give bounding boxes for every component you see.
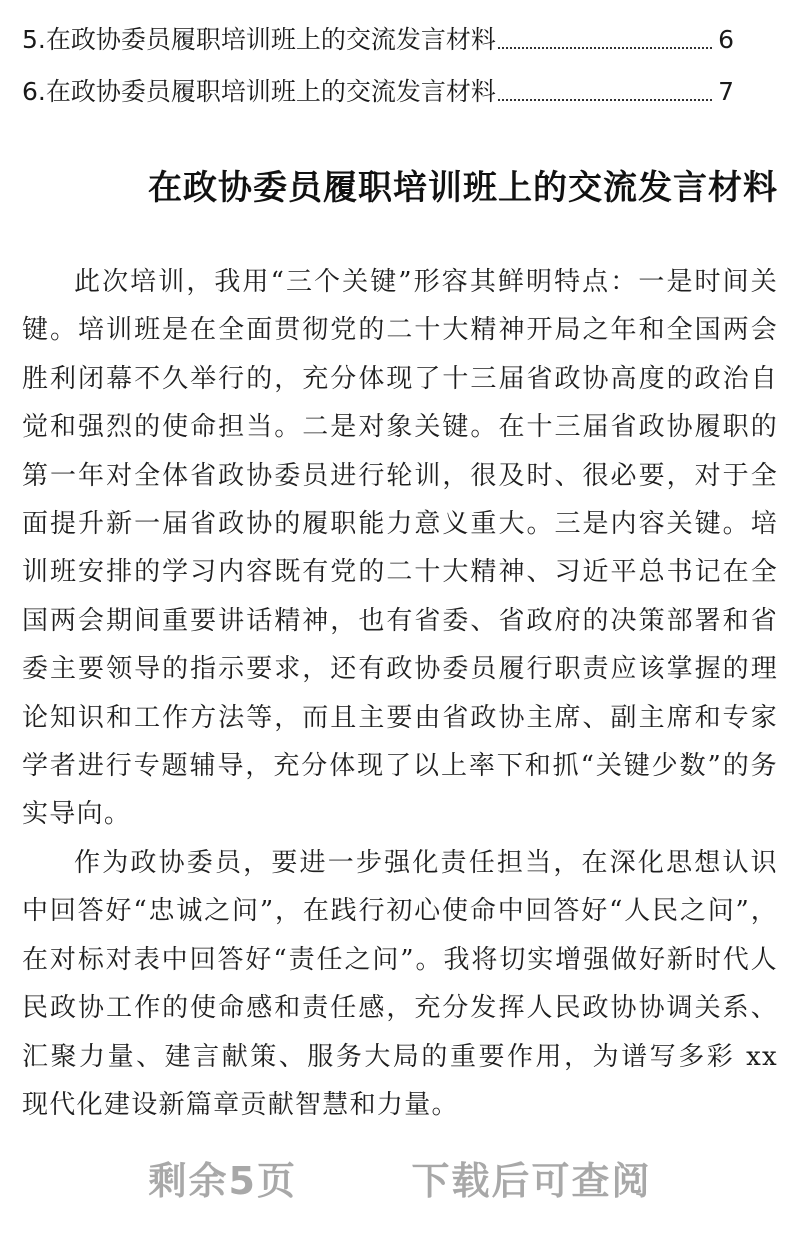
- toc-entry-page: 7: [718, 77, 734, 106]
- toc-entry-page: 6: [718, 25, 734, 54]
- document-title: 在政协委员履职培训班上的交流发言材料: [148, 168, 778, 208]
- body-paragraph: 作为政协委员，要进一步强化责任担当，在深化思想认识中回答好“忠诚之问”，在践行初心使命中回答好“人民之问”，在对标对表中回答好“责任之问”。我将切实增强做好新时代人民政协工作的使命感和责任感，充分发挥人民政协协调关系、汇聚力量、建言献策、服务大局的重要作用，为谱写多彩 xx 现代化建设新篇章贡献智慧和力量。: [22, 847, 778, 1120]
- body-paragraph: 此次培训，我用“三个关键”形容其鲜明特点：一是时间关键。培训班是在全面贯彻党的二十大精神开局之年和全国两会胜利闭幕不久举行的，充分体现了十三届省政协高度的政治自觉和强烈的使命担当。二是对象关键。在十三届省政协履职的第一年对全体省政协委员进行轮训，很及时、很必要，对于全面提升新一届省政协的履职能力意义重大。三是内容关键。培训班安排的学习内容既有党的二十大精神、习近平总书记在全国两会期间重要讲话精神，也有省委、省政府的决策部署和省委主要领导的指示要求，还有政协委员履行职责应该掌握的理论知识和工作方法等，而且主要由省政协主席、副主席和专家学者进行专题辅导，充分体现了以上率下和抓“关键少数”的务实导向。: [22, 267, 778, 830]
- document-body: [22, 258, 778, 1129]
- download-banner[interactable]: [0, 1150, 800, 1205]
- remaining-pages-text: 剩余5页: [148, 1159, 297, 1203]
- table-of-contents: [22, 14, 734, 118]
- toc-entry[interactable]: [22, 66, 734, 118]
- toc-dot-leader: [498, 98, 712, 101]
- toc-entry[interactable]: [22, 14, 734, 66]
- toc-dot-leader: [498, 46, 712, 49]
- toc-entry-label: 6.在政协委员履职培训班上的交流发言材料: [22, 77, 496, 106]
- toc-entry-label: 5.在政协委员履职培训班上的交流发言材料: [22, 25, 496, 54]
- download-hint-text: 下载后可查阅: [411, 1159, 652, 1203]
